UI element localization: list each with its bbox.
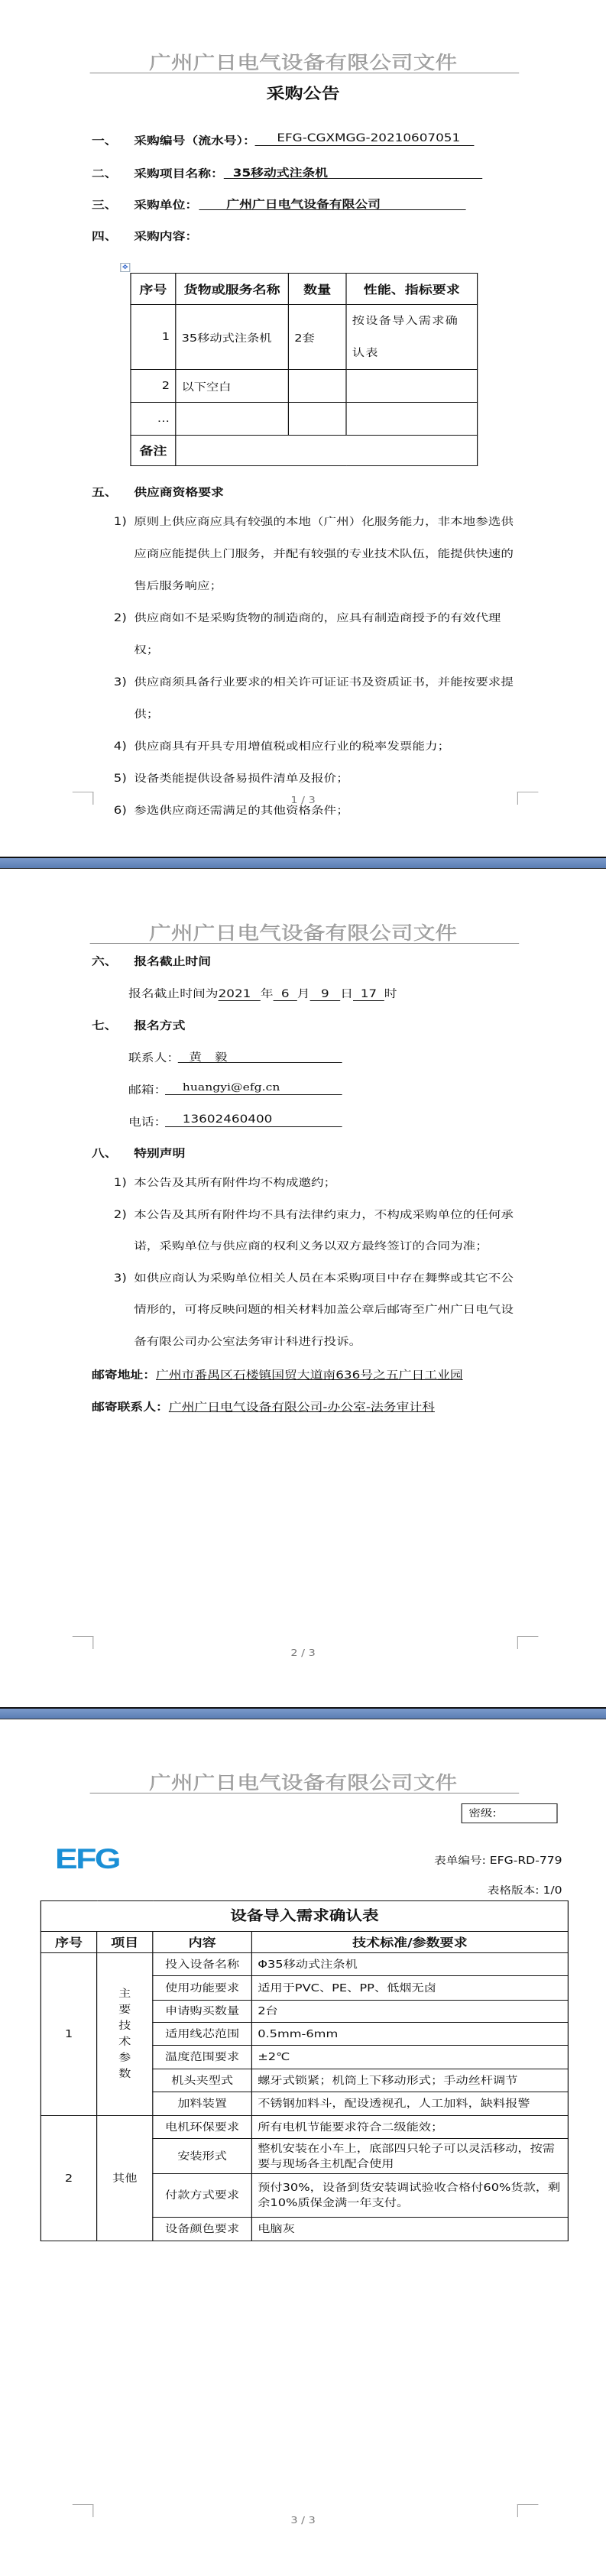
special-statement-list xyxy=(114,1168,517,1358)
list-item xyxy=(114,666,517,731)
project-name: 35移动式注条机 xyxy=(232,167,328,180)
table-remark-row xyxy=(131,436,478,466)
section-number: 二、 xyxy=(92,168,118,180)
header-cell: 序号 xyxy=(41,1932,96,1953)
list-item xyxy=(114,731,517,763)
table-header-row xyxy=(41,1932,568,1953)
secret-level-box xyxy=(462,1803,558,1823)
content-cell: 温度范围要求 xyxy=(153,2046,252,2069)
spec-cell: 不锈钢加料斗，配设透视孔，人工加料，缺料报警 xyxy=(251,2092,568,2116)
content-cell: 付款方式要求 xyxy=(153,2174,252,2218)
equipment-requirement-table xyxy=(41,1900,569,2241)
company-header-title: 广州广日电气设备有限公司文件 xyxy=(149,922,458,944)
purchase-number: EFG-CGXMGG-20210607051 xyxy=(277,132,461,144)
cell-quantity xyxy=(288,370,346,403)
section-label: 报名截止时间 xyxy=(134,956,211,968)
group-item: 主要技术参数 xyxy=(97,1953,153,2116)
list-text: 原则上供应商应具有较强的本地（广州）化服务能力，非本地参选供应商应能提供上门服务，并配有较强的专业技术队伍，能提供快速的售后服务响应； xyxy=(134,516,514,592)
deadline-prefix: 报名截止时间为 xyxy=(128,988,219,1000)
company-header-title: 广州广日电气设备有限公司文件 xyxy=(149,1772,458,1793)
section-label: 特别声明 xyxy=(134,1148,186,1160)
mail-address-line xyxy=(92,1367,463,1382)
section-label: 采购项目名称： xyxy=(134,168,224,180)
table-row xyxy=(41,1953,568,1976)
page-number: 2 / 3 xyxy=(290,1648,316,1658)
remark-label: 备注 xyxy=(131,436,176,466)
cell-quantity: 2套 xyxy=(288,305,346,370)
header-cell: 货物或服务名称 xyxy=(176,274,289,305)
contact-field xyxy=(178,1049,342,1063)
list-item xyxy=(114,1168,517,1200)
deadline-day: 9 xyxy=(310,988,341,1001)
table-title: 设备导入需求确认表 xyxy=(41,1901,568,1932)
phone-value: 13602460400 xyxy=(182,1113,273,1126)
list-number: 5) xyxy=(113,773,127,785)
remark-cell xyxy=(176,436,478,466)
section-number: 六、 xyxy=(92,956,118,968)
spec-cell: 适用于PVC、PE、PP、低烟无卤 xyxy=(251,1976,568,2001)
list-number: 1) xyxy=(113,1177,127,1189)
purchaser-name: 广州广日电气设备有限公司 xyxy=(226,199,381,211)
list-text: 本公告及其所有附件均不构成邀约； xyxy=(134,1177,337,1189)
section-number: 七、 xyxy=(92,1020,118,1032)
list-text: 本公告及其所有附件均不具有法律约束力，不构成采购单位的任何承诺，采购单位与供应商的权利义务以双方最终签订的合同为准； xyxy=(134,1208,514,1252)
list-number: 6) xyxy=(113,805,127,817)
form-version: 表格版本: 1/0 xyxy=(487,1885,562,1897)
header-cell: 项目 xyxy=(97,1932,153,1953)
cell-index: 2 xyxy=(131,370,176,403)
efg-logo: EFG xyxy=(55,1843,120,1874)
table-header-row xyxy=(131,274,478,305)
contact-label: 联系人： xyxy=(128,1052,180,1064)
section-label: 采购单位： xyxy=(134,199,199,212)
cell-goods: 以下空白 xyxy=(176,370,289,403)
content-cell: 使用功能要求 xyxy=(153,1976,252,2001)
group-number: 1 xyxy=(41,1953,96,2116)
header-cell: 内容 xyxy=(153,1932,252,1953)
content-cell: 申请购买数量 xyxy=(153,2001,252,2023)
contact-name: 黄 毅 xyxy=(189,1051,228,1064)
mail-address-label: 邮寄地址： xyxy=(92,1369,157,1382)
section-label: 供应商资格要求 xyxy=(134,487,224,499)
section-label: 采购编号（流水号）： xyxy=(134,135,256,147)
list-number: 2) xyxy=(113,612,127,624)
hour-unit: 时 xyxy=(384,988,397,1000)
cell-goods: 35移动式注条机 xyxy=(176,305,289,370)
list-text: 设备类能提供设备易损件清单及报价； xyxy=(134,773,349,785)
list-text: 供应商须具备行业要求的相关许可证证书及资质证书，并能按要求提供； xyxy=(134,676,514,721)
secret-level-label: 密级: xyxy=(468,1808,497,1819)
cell-requirement xyxy=(346,370,478,403)
company-header-title: 广州广日电气设备有限公司文件 xyxy=(149,52,458,73)
list-number: 3) xyxy=(113,1272,127,1285)
content-cell: 电机环保要求 xyxy=(153,2116,252,2139)
spec-cell: 预付30%，设备到货安装调试验收合格付60%货款，剩余10%质保金满一年支付。 xyxy=(251,2174,568,2218)
content-cell: 适用线芯范围 xyxy=(153,2023,252,2046)
spec-cell: 所有电机节能要求符合二级能效； xyxy=(251,2116,568,2139)
header-cell: 性能、指标要求 xyxy=(346,274,478,305)
purchase-content-table xyxy=(130,273,478,466)
page-number: 1 / 3 xyxy=(290,795,316,805)
notice-title: 采购公告 xyxy=(266,84,340,102)
project-name-field xyxy=(224,165,482,179)
table-row xyxy=(41,2116,568,2139)
form-number: 表单编号: EFG-RD-779 xyxy=(434,1855,562,1867)
list-item xyxy=(114,602,517,666)
mail-contact: 广州广日电气设备有限公司-办公室-法务审计科 xyxy=(168,1401,435,1414)
spec-cell: ±2℃ xyxy=(251,2046,568,2069)
cell-goods xyxy=(176,403,289,436)
content-cell: 安装形式 xyxy=(153,2139,252,2174)
spec-cell: 电脑灰 xyxy=(251,2218,568,2241)
list-item xyxy=(114,763,517,795)
page-separator xyxy=(0,1707,606,1719)
table-row xyxy=(131,305,478,370)
purchase-number-field xyxy=(255,132,475,146)
mail-address: 广州市番禺区石楼镇国贸大道南636号之五广日工业园 xyxy=(156,1369,463,1382)
content-cell: 设备颜色要求 xyxy=(153,2218,252,2241)
spec-cell: 螺牙式锁紧；机筒上下移动形式；手动丝杆调节 xyxy=(251,2069,568,2092)
section-number: 一、 xyxy=(92,135,118,147)
deadline-year: 2021 xyxy=(219,988,261,1001)
list-number: 2) xyxy=(113,1208,127,1221)
table-row xyxy=(131,370,478,403)
page-separator xyxy=(0,857,606,869)
spec-cell: Φ35移动式注条机 xyxy=(251,1953,568,1976)
deadline-hour: 17 xyxy=(353,988,384,1001)
year-unit: 年 xyxy=(260,988,274,1000)
section-label: 报名方式 xyxy=(134,1020,186,1032)
spec-cell: 0.5mm-6mm xyxy=(251,2023,568,2046)
spec-cell: 整机安装在小车上，底部四只轮子可以灵活移动，按需要与现场各主机配合使用 xyxy=(251,2139,568,2174)
header-cell: 数量 xyxy=(288,274,346,305)
list-number: 4) xyxy=(113,740,127,753)
table-move-handle-icon[interactable]: ✥ xyxy=(120,263,130,272)
phone-label: 电话： xyxy=(128,1116,167,1129)
mail-contact-line xyxy=(92,1399,435,1414)
header-divider xyxy=(90,943,520,944)
list-number: 3) xyxy=(113,676,127,689)
month-unit: 月 xyxy=(297,988,310,1000)
page-number: 3 / 3 xyxy=(290,2515,316,2526)
section-number: 八、 xyxy=(92,1148,118,1160)
cell-index: 1 xyxy=(131,305,176,370)
deadline-line xyxy=(128,986,397,1001)
header-cell: 序号 xyxy=(131,274,176,305)
cell-index: … xyxy=(131,403,176,436)
table-row xyxy=(131,403,478,436)
email-label: 邮箱： xyxy=(128,1084,167,1097)
list-number: 1) xyxy=(113,516,127,528)
section-number: 三、 xyxy=(92,199,118,212)
content-cell: 机头夹型式 xyxy=(153,2069,252,2092)
day-unit: 日 xyxy=(340,988,354,1000)
list-item xyxy=(114,506,517,602)
content-cell: 投入设备名称 xyxy=(153,1953,252,1976)
cell-requirement xyxy=(346,403,478,436)
list-text: 供应商具有开具专用增值税或相应行业的税率发票能力； xyxy=(134,740,451,753)
deadline-month: 6 xyxy=(274,988,297,1001)
content-cell: 加料装置 xyxy=(153,2092,252,2116)
mail-contact-label: 邮寄联系人： xyxy=(92,1401,169,1414)
group-item: 其他 xyxy=(97,2116,153,2241)
phone-field xyxy=(165,1113,342,1127)
email-field xyxy=(165,1081,342,1095)
list-text: 供应商如不是采购货物的制造商的，应具有制造商授予的有效代理权； xyxy=(134,612,501,656)
header-cell: 技术标准/参数要求 xyxy=(251,1932,568,1953)
section-number: 五、 xyxy=(92,487,118,499)
list-item xyxy=(114,1263,517,1359)
purchaser-field xyxy=(199,196,465,210)
list-text: 参选供应商还需满足的其他资格条件； xyxy=(134,805,349,817)
list-item xyxy=(114,1200,517,1263)
group-number: 2 xyxy=(41,2116,96,2241)
supplier-requirements-list xyxy=(114,506,517,827)
cell-requirement: 按设备导入需求确认表 xyxy=(346,305,478,370)
spec-cell: 2台 xyxy=(251,2001,568,2023)
cell-quantity xyxy=(288,403,346,436)
section-label: 采购内容： xyxy=(134,231,199,243)
section-number: 四、 xyxy=(92,231,118,243)
list-text: 如供应商认为采购单位相关人员在本采购项目中存在舞弊或其它不公情形的，可将反映问题的相关材料加盖公章后邮寄至广州广日电气设备有限公司办公室法务审计科进行投诉。 xyxy=(134,1272,514,1348)
email-value: huangyi@efg.cn xyxy=(182,1082,280,1094)
